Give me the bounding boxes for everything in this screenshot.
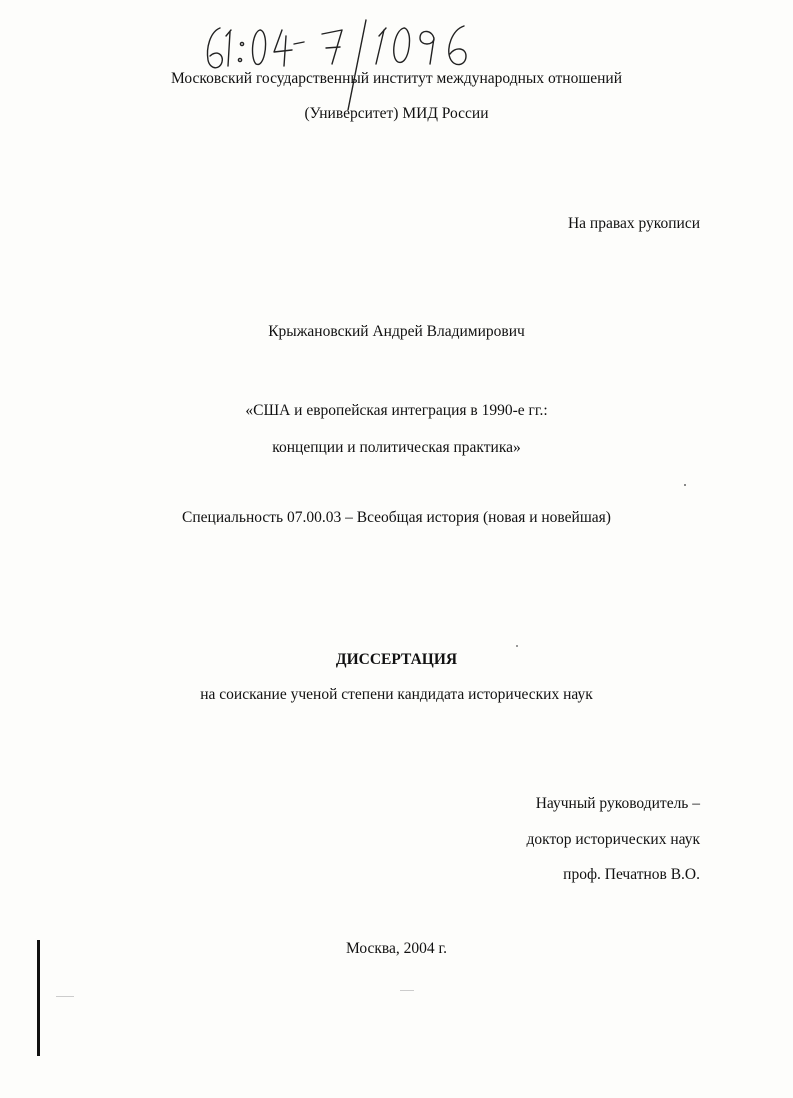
institution-subtitle: (Университет) МИД России bbox=[304, 105, 489, 122]
handwritten-archive-code bbox=[198, 14, 498, 114]
place-and-year: Москва, 2004 г. bbox=[345, 940, 448, 957]
author-name: Крыжановский Андрей Владимирович bbox=[268, 323, 525, 340]
advisor-degree: доктор исторических наук bbox=[526, 831, 700, 848]
scan-speck bbox=[400, 990, 414, 991]
scan-speck bbox=[684, 484, 686, 486]
document-type: ДИССЕРТАЦИЯ bbox=[335, 651, 458, 668]
degree-statement: на соискание ученой степени кандидата исторических наук bbox=[200, 686, 593, 703]
scan-speck bbox=[56, 996, 74, 997]
scan-speck bbox=[516, 645, 518, 647]
manuscript-note: На правах рукописи bbox=[567, 215, 700, 232]
archive-code-text: 61: 04-7/1096 bbox=[198, 14, 204, 15]
advisor-name: проф. Печатнов В.О. bbox=[563, 866, 700, 883]
dissertation-title-line1: «США и европейская интеграция в 1990-е гг.: bbox=[245, 402, 548, 419]
specialty: Специальность 07.00.03 – Всеобщая история (новая и новейшая) bbox=[182, 509, 611, 526]
dissertation-title-line2: концепции и политическая практика» bbox=[272, 439, 521, 456]
institution-name: Московский государственный институт международных отношений bbox=[170, 70, 623, 87]
scan-edge-mark bbox=[37, 940, 40, 1056]
advisor-label: Научный руководитель – bbox=[535, 795, 700, 812]
